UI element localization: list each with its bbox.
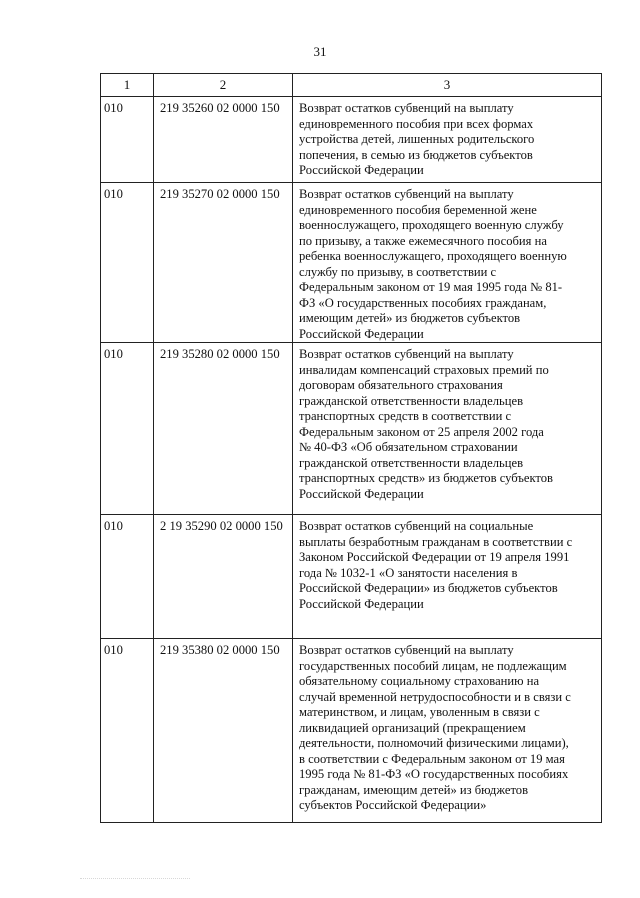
row-description-text: Возврат остатков субвенций на выплату инвалидам компенсаций страховых премий по договорам обязательного страхования гражданской ответственности владельцев транспортных средств в соответствии с Федеральным законом от 25 апреля 2002 года № 40-ФЗ «Об обязательном страховании гражданской ответственности владельцев транспортных средств» из бюджетов субъектов Российской Федерации xyxy=(299,347,553,501)
table-row xyxy=(101,343,602,515)
row-description xyxy=(293,97,602,183)
row-admin-code: 010 xyxy=(101,639,154,823)
column-header-1: 1 xyxy=(101,74,154,97)
row-description-text: Возврат остатков субвенций на выплату единовременного пособия при всех формах устройства детей, лишенных родительского попечения, в семью из бюджетов субъектов Российской Федерации xyxy=(299,101,535,177)
row-description xyxy=(293,515,602,639)
table-row xyxy=(101,515,602,639)
table-row xyxy=(101,183,602,343)
row-admin-code: 010 xyxy=(101,183,154,343)
row-budget-code: 219 35380 02 0000 150 xyxy=(154,639,293,823)
row-admin-code: 010 xyxy=(101,515,154,639)
row-description-text: Возврат остатков субвенций на выплату государственных пособий лицам, не подлежащим обязательному социальному страхованию на случай временной нетрудоспособности и в связи с материнством, и лицам, уволенным в связи с ликвидацией организаций (прекращением деятельности, полномочий физическими лицами), в соответствии с Федеральным законом от 19 мая 1995 года № 81-ФЗ «О государственных пособиях гражданам, имеющим детей» из бюджетов субъектов Российской Федерации» xyxy=(299,643,571,812)
row-admin-code: 010 xyxy=(101,343,154,515)
column-header-3: 3 xyxy=(293,74,602,97)
row-budget-code: 219 35270 02 0000 150 xyxy=(154,183,293,343)
page-number: 31 xyxy=(313,44,327,59)
column-header-2: 2 xyxy=(154,74,293,97)
row-admin-code: 010 xyxy=(101,97,154,183)
table-row xyxy=(101,639,602,823)
row-description xyxy=(293,639,602,823)
row-description-text: Возврат остатков субвенций на социальные выплаты безработным гражданам в соответствии с Законом Российской Федерации от 19 апреля 1991 года № 1032-1 «О занятости населения в Российской Федерации» из бюджетов субъектов Российской Федерации xyxy=(299,519,573,611)
row-budget-code: 219 35260 02 0000 150 xyxy=(154,97,293,183)
budget-codes-table xyxy=(100,73,602,823)
row-description xyxy=(293,343,602,515)
row-description xyxy=(293,183,602,343)
scan-artifact xyxy=(80,878,190,883)
row-description-text: Возврат остатков субвенций на выплату единовременного пособия беременной жене военнослужащего, проходящего военную службу по призыву, а также ежемесячного пособия на ребенка военнослужащего, проходящего военную службу по призыву, в соответствии с Федеральным законом от 19 мая 1995 года № 81- ФЗ «О государственных пособиях гражданам, имеющим детей» из бюджетов субъектов Российской Федерации xyxy=(299,187,567,341)
table-header-row xyxy=(101,74,602,97)
table-row xyxy=(101,97,602,183)
row-budget-code: 2 19 35290 02 0000 150 xyxy=(154,515,293,639)
row-budget-code: 219 35280 02 0000 150 xyxy=(154,343,293,515)
